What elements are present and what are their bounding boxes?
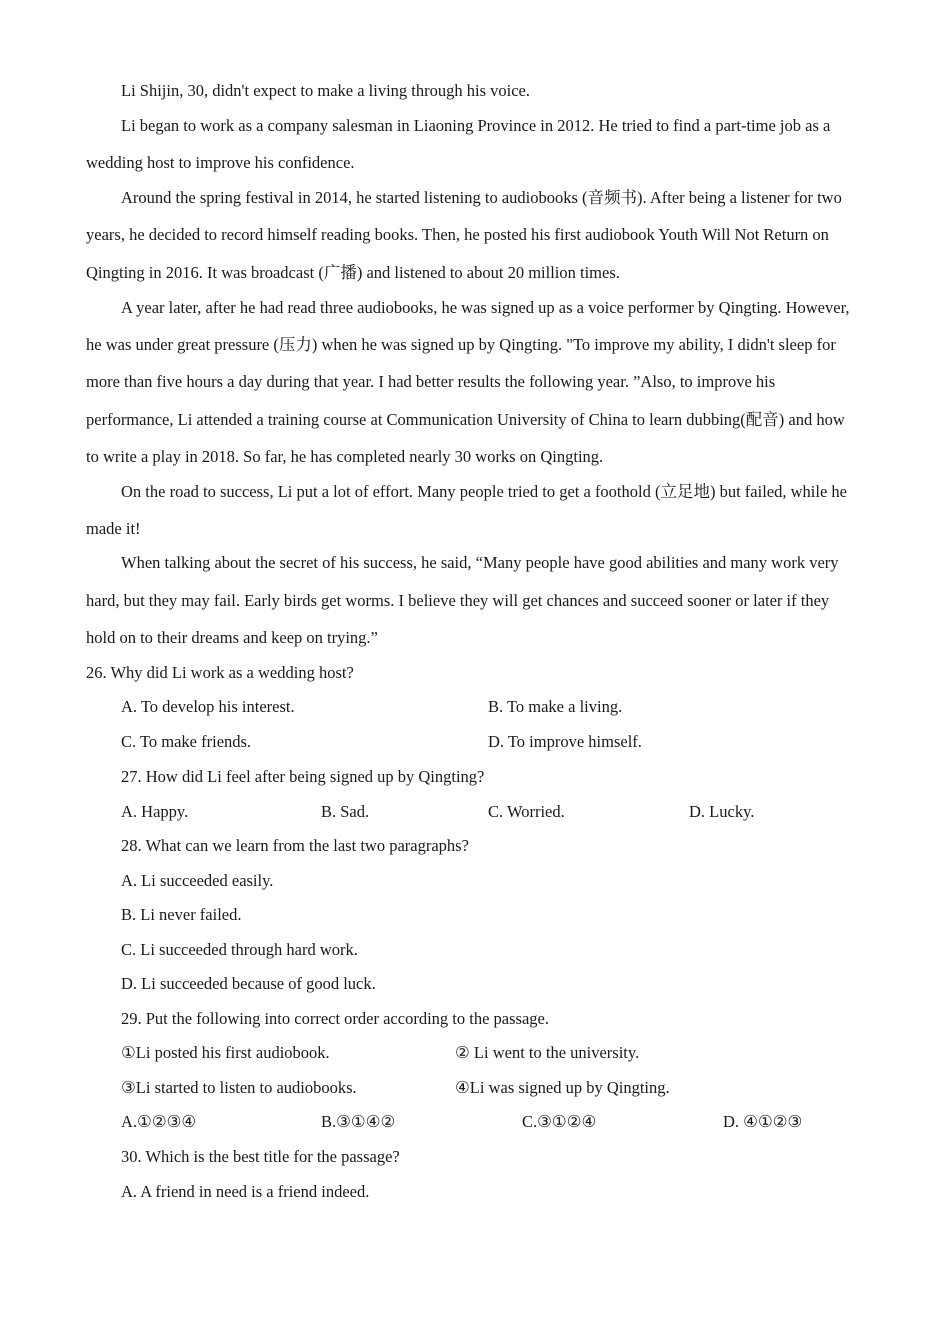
question-28-stem: 28. What can we learn from the last two paragraphs?: [121, 836, 469, 855]
passage-p5-line-2: made it!: [86, 519, 141, 538]
passage-p3-line-1: Around the spring festival in 2014, he started listening to audiobooks (音频书). After being a listener for two: [121, 188, 842, 207]
question-28-option-b: B. Li never failed.: [121, 905, 242, 924]
question-30-stem: 30. Which is the best title for the passage?: [121, 1147, 400, 1166]
question-27-option-c: C. Worried.: [488, 802, 565, 821]
question-30-option-a: A. A friend in need is a friend indeed.: [121, 1182, 370, 1201]
passage-p2-line-1: Li began to work as a company salesman in Liaoning Province in 2012. He tried to find a part-time job as a: [121, 116, 831, 135]
passage-p3-line-2: years, he decided to record himself reading books. Then, he posted his first audiobook Youth Will Not Return on: [86, 225, 829, 244]
question-26-stem: 26. Why did Li work as a wedding host?: [86, 663, 354, 682]
passage-p1-line-1: Li Shijin, 30, didn't expect to make a living through his voice.: [121, 81, 530, 100]
passage-p4-line-3: more than five hours a day during that year. I had better results the following year. ”Also, to improve his: [86, 372, 776, 391]
passage-p2-line-2: wedding host to improve his confidence.: [86, 153, 355, 172]
passage-p4-line-4: performance, Li attended a training course at Communication University of China to learn dubbing(配音) and how: [86, 410, 845, 429]
question-27-option-b: B. Sad.: [321, 802, 370, 821]
question-29-option-d: D. ④①②③: [723, 1112, 803, 1131]
question-26-option-b: B. To make a living.: [488, 697, 623, 716]
question-28-option-d: D. Li succeeded because of good luck.: [121, 974, 376, 993]
question-29-event-3: ③Li started to listen to audiobooks.: [121, 1078, 357, 1097]
question-29-stem: 29. Put the following into correct order according to the passage.: [121, 1009, 549, 1028]
question-27-stem: 27. How did Li feel after being signed up by Qingting?: [121, 767, 485, 786]
question-29-event-4: ④Li was signed up by Qingting.: [455, 1078, 670, 1097]
question-26-option-c: C. To make friends.: [121, 732, 252, 751]
question-27-option-d: D. Lucky.: [689, 802, 755, 821]
question-29-event-2: ② Li went to the university.: [455, 1043, 640, 1062]
question-26-option-a: A. To develop his interest.: [121, 697, 295, 716]
passage-p5-line-1: On the road to success, Li put a lot of effort. Many people tried to get a foothold (立足地) but failed, while he: [121, 482, 847, 501]
passage-p6-line-2: hard, but they may fail. Early birds get worms. I believe they will get chances and succeed sooner or later if they: [86, 591, 830, 610]
question-28-option-c: C. Li succeeded through hard work.: [121, 940, 358, 959]
passage-p3-line-3: Qingting in 2016. It was broadcast (广播) and listened to about 20 million times.: [86, 263, 620, 282]
question-29-event-1: ①Li posted his first audiobook.: [121, 1043, 330, 1062]
question-27-option-a: A. Happy.: [121, 802, 189, 821]
passage-p4-line-5: to write a play in 2018. So far, he has completed nearly 30 works on Qingting.: [86, 447, 604, 466]
passage-p6-line-1: When talking about the secret of his success, he said, “Many people have good abilities and many work very: [121, 553, 839, 572]
question-29-option-c: C.③①②④: [522, 1112, 597, 1131]
question-29-option-a: A.①②③④: [121, 1112, 197, 1131]
question-29-option-b: B.③①④②: [321, 1112, 396, 1131]
question-26-option-d: D. To improve himself.: [488, 732, 642, 751]
question-28-option-a: A. Li succeeded easily.: [121, 871, 274, 890]
passage-p4-line-2: he was under great pressure (压力) when he was signed up by Qingting. "To improve my ability, I didn't sleep for: [86, 335, 836, 354]
passage-p4-line-1: A year later, after he had read three audiobooks, he was signed up as a voice performer by Qingting. However,: [121, 298, 850, 317]
passage-p6-line-3: hold on to their dreams and keep on trying.”: [86, 628, 378, 647]
